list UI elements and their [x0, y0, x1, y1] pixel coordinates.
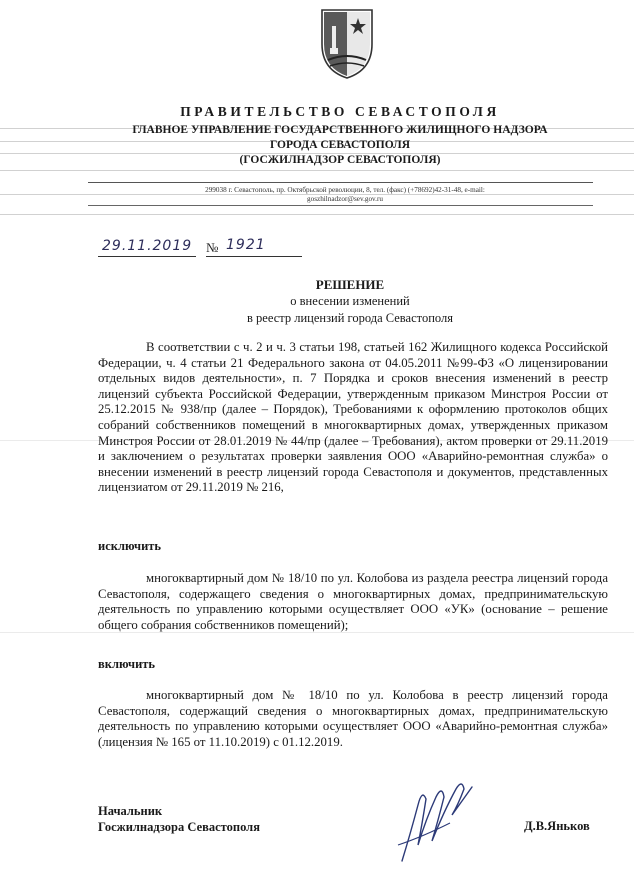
divider [88, 205, 593, 206]
signer-position-line: Госжилнадзора Севастополя [98, 820, 260, 834]
include-label: включить [98, 657, 156, 671]
document-date: 29.11.2019 [102, 238, 193, 254]
number-label: № [206, 240, 219, 255]
department-line: ГЛАВНОЕ УПРАВЛЕНИЕ ГОСУДАРСТВЕННОГО ЖИЛИЩНОГО НАДЗОРА [132, 124, 548, 136]
number-underline [206, 256, 302, 257]
address-line: 299038 г. Севастополь, пр. Октябрьской революции, 8, тел. (факс) (+78692)42-31-48, e-mail: [205, 186, 485, 194]
email-line: goszhilnadzor@sev.gov.ru [307, 195, 383, 203]
scan-artifact [0, 170, 634, 171]
date-underline [98, 256, 196, 257]
department-line: ГОРОДА СЕВАСТОПОЛЯ [269, 139, 410, 151]
handwritten-signature-icon [392, 775, 480, 867]
sevastopol-coat-of-arms-icon [318, 4, 376, 80]
signer-name: Д.В.Яньков [524, 819, 590, 833]
department-name [90, 123, 590, 168]
document-subtitle: о внесении изменений [290, 294, 410, 308]
document-subtitle: в реестр лицензий города Севастополя [247, 311, 453, 325]
document-number: 1921 [226, 237, 266, 253]
exclude-label: исключить [98, 539, 162, 553]
scan-artifact [0, 214, 634, 215]
include-paragraph: многоквартирный дом № 18/10 по ул. Колобова в реестр лицензий города Севастополя, содержащий сведения о многоквартирных домах, предпринимательскую деятельность по управлению которыми осуществляет ООО «Аварийно-ремонтная служба» (лицензия № 165 от 11.10.2019) с 01.12.2019. [98, 688, 608, 749]
divider [88, 182, 593, 183]
exclude-paragraph: многоквартирный дом № 18/10 по ул. Колобова из раздела реестра лицензий города Севастополя, содержащего сведения о многоквартирных домах, предпринимательскую деятельность по управлению которыми осуществляет ООО «УК» (основание – решение общего собрания собственников помещений); [98, 571, 608, 632]
document-heading: РЕШЕНИЕ [315, 277, 385, 292]
address-block [110, 186, 580, 204]
signer-position [98, 803, 260, 835]
department-line: (ГОСЖИЛНАДЗОР СЕВАСТОПОЛЯ) [239, 154, 441, 166]
government-title: ПРАВИТЕЛЬСТВО СЕВАСТОПОЛЯ [180, 104, 500, 119]
signer-position-line: Начальник [98, 804, 163, 818]
preamble-paragraph: В соответствии с ч. 2 и ч. 3 статьи 198, статьей 162 Жилищного кодекса Российской Федерации, ч. 4 статьи 21 Федерального закона от 04.05.2011 №99-ФЗ «О лицензировании отдельных видов деятельности», п. 7 Порядка и сроков внесения изменений в реестр лицензий субъекта Российской Федерации, утвержденным приказом Минстроя России от 25.12.2015 № 938/пр (далее – Порядок), Требованиями к оформлению протоколов общих собраний собственников помещений в многоквартирных домах, утвержденных приказом Минстроя России от 28.01.2019 № 44/пр (далее – Требования), актом проверки от 29.11.2019 и заключением о результатах проверки заявления ООО «Аварийно-ремонтная служба» о внесении изменений в реестр лицензий города Севастополя и документов, представленных лицензиатом от 29.11.2019 № 216, [98, 340, 608, 495]
